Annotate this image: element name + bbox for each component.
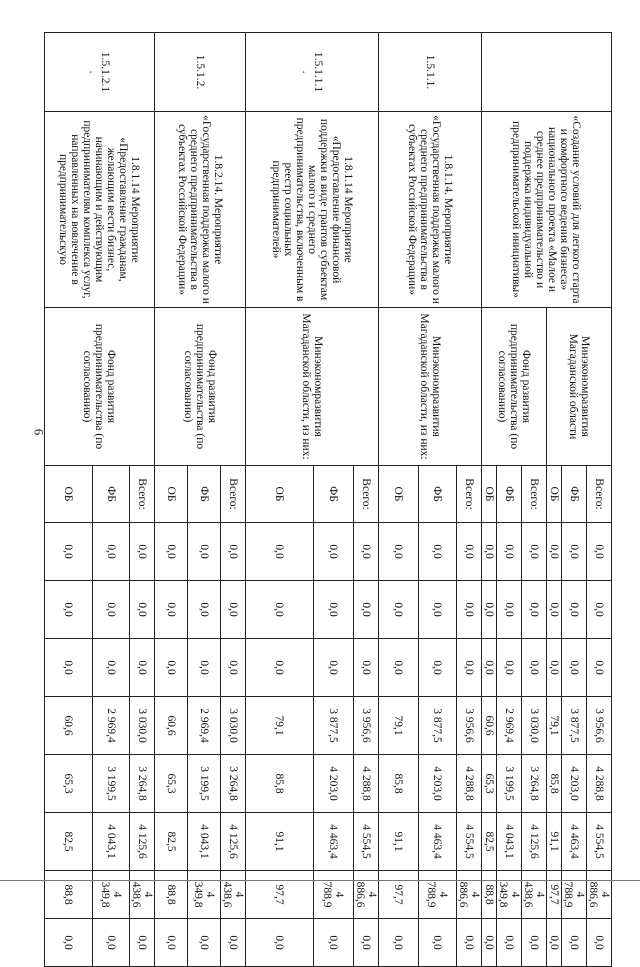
- amount-cell: 0,0: [354, 919, 379, 967]
- table-row: [221, 33, 246, 967]
- amount-cell: 3 877,5: [314, 697, 354, 755]
- amount-cell: 3 030,0: [130, 697, 155, 755]
- amount-cell: 0,0: [482, 523, 497, 581]
- budget-table: [44, 32, 612, 967]
- amount-cell: 3 199,5: [188, 755, 221, 813]
- amount-cell: 0,0: [246, 639, 314, 697]
- table-row: [457, 33, 482, 967]
- amount-cell: 4 886,6: [457, 871, 482, 919]
- row-title: «Создание условий для легкого старта и комфортного ведения бизнеса» национального проекта «Малое и среднее предпринимательство и поддержка индивидуальной предпринимательской инициативы»: [482, 112, 612, 308]
- row-code: [482, 33, 612, 112]
- amount-cell: 2 969,4: [188, 697, 221, 755]
- amount-cell: 82,5: [482, 813, 497, 871]
- row-executor: Минэкономразвития Магаданской области, из них:: [379, 308, 482, 466]
- amount-cell: 0,0: [547, 919, 562, 967]
- amount-cell: 4 788,9: [419, 871, 457, 919]
- amount-cell: 0,0: [93, 523, 130, 581]
- funding-source-label: ОБ: [155, 466, 188, 523]
- amount-cell: 82,5: [45, 813, 93, 871]
- amount-cell: 4 349,8: [188, 871, 221, 919]
- row-code: 1.5.1.1.: [379, 33, 482, 112]
- amount-cell: 0,0: [354, 639, 379, 697]
- row-executor: Минэкономразвития Магаданской области: [547, 308, 612, 466]
- amount-cell: 0,0: [314, 919, 354, 967]
- funding-source-label: Всего:: [221, 466, 246, 523]
- amount-cell: 3 877,5: [562, 697, 587, 755]
- amount-cell: 4 438,6: [522, 871, 547, 919]
- amount-cell: 4 288,8: [354, 755, 379, 813]
- amount-cell: 4 554,5: [354, 813, 379, 871]
- amount-cell: 0,0: [379, 523, 419, 581]
- amount-cell: 85,8: [246, 755, 314, 813]
- amount-cell: 4 349,8: [93, 871, 130, 919]
- amount-cell: 4 288,8: [587, 755, 612, 813]
- amount-cell: 0,0: [562, 639, 587, 697]
- amount-cell: 3 956,6: [457, 697, 482, 755]
- amount-cell: 0,0: [314, 581, 354, 639]
- funding-source-label: Всего:: [354, 466, 379, 523]
- amount-cell: 97,7: [246, 871, 314, 919]
- funding-source-label: ОБ: [45, 466, 93, 523]
- amount-cell: 0,0: [155, 639, 188, 697]
- amount-cell: 88,8: [45, 871, 93, 919]
- scan-edge-line: [0, 880, 640, 881]
- amount-cell: 3 030,0: [522, 697, 547, 755]
- amount-cell: 60,6: [482, 697, 497, 755]
- amount-cell: 0,0: [246, 523, 314, 581]
- amount-cell: 0,0: [155, 581, 188, 639]
- amount-cell: 3 877,5: [419, 697, 457, 755]
- amount-cell: 0,0: [354, 581, 379, 639]
- amount-cell: 4 043,1: [497, 813, 522, 871]
- amount-cell: 0,0: [379, 919, 419, 967]
- amount-cell: 0,0: [246, 919, 314, 967]
- amount-cell: 4 349,8: [497, 871, 522, 919]
- amount-cell: 88,8: [482, 871, 497, 919]
- amount-cell: 4 554,5: [587, 813, 612, 871]
- amount-cell: 0,0: [587, 523, 612, 581]
- amount-cell: 0,0: [522, 919, 547, 967]
- funding-source-label: Всего:: [587, 466, 612, 523]
- amount-cell: 0,0: [45, 523, 93, 581]
- amount-cell: 0,0: [188, 581, 221, 639]
- table-body: [45, 33, 612, 967]
- amount-cell: 0,0: [547, 639, 562, 697]
- table-row: [354, 33, 379, 967]
- amount-cell: 0,0: [221, 919, 246, 967]
- amount-cell: 0,0: [314, 523, 354, 581]
- amount-cell: 82,5: [155, 813, 188, 871]
- row-title: 1.8.2.14. Мероприятие «Государственная поддержка малого и среднего предпринимательства в субъектах Российской Федерации»: [155, 112, 246, 308]
- rotated-table-container: [56, 32, 612, 950]
- amount-cell: 0,0: [221, 523, 246, 581]
- amount-cell: 4 886,6: [587, 871, 612, 919]
- funding-source-label: ФБ: [93, 466, 130, 523]
- amount-cell: 4 463,4: [562, 813, 587, 871]
- amount-cell: 4 554,5: [457, 813, 482, 871]
- funding-source-label: ФБ: [188, 466, 221, 523]
- amount-cell: 0,0: [587, 639, 612, 697]
- amount-cell: 0,0: [188, 639, 221, 697]
- amount-cell: 0,0: [482, 919, 497, 967]
- amount-cell: 0,0: [419, 919, 457, 967]
- funding-source-label: Всего:: [457, 466, 482, 523]
- amount-cell: 0,0: [314, 639, 354, 697]
- row-executor: Фонд развития предпринимательства (по согласованию): [155, 308, 246, 466]
- row-title: 1.8.1.14 Мероприятие «Предоставление финансовой поддержки в виде грантов субъектам малого и среднего предпринимательства, включенным в реестр социальных предпринимателей»: [246, 112, 379, 308]
- amount-cell: 97,7: [379, 871, 419, 919]
- amount-cell: 0,0: [562, 523, 587, 581]
- amount-cell: 0,0: [497, 581, 522, 639]
- amount-cell: 0,0: [130, 581, 155, 639]
- amount-cell: 3 264,8: [522, 755, 547, 813]
- amount-cell: 0,0: [246, 581, 314, 639]
- amount-cell: 0,0: [587, 581, 612, 639]
- amount-cell: 0,0: [354, 523, 379, 581]
- amount-cell: 0,0: [457, 639, 482, 697]
- amount-cell: 4 125,6: [522, 813, 547, 871]
- amount-cell: 79,1: [246, 697, 314, 755]
- funding-source-label: ФБ: [497, 466, 522, 523]
- amount-cell: 0,0: [587, 919, 612, 967]
- amount-cell: 0,0: [155, 919, 188, 967]
- amount-cell: 65,3: [155, 755, 188, 813]
- amount-cell: 91,1: [379, 813, 419, 871]
- amount-cell: 91,1: [547, 813, 562, 871]
- row-executor: Фонд развития предпринимательства (по согласованию): [482, 308, 547, 466]
- amount-cell: 0,0: [497, 639, 522, 697]
- amount-cell: 3 264,8: [221, 755, 246, 813]
- amount-cell: 0,0: [522, 523, 547, 581]
- amount-cell: 0,0: [482, 581, 497, 639]
- amount-cell: 0,0: [457, 581, 482, 639]
- table-row: [587, 33, 612, 967]
- amount-cell: 0,0: [419, 639, 457, 697]
- amount-cell: 88,8: [155, 871, 188, 919]
- amount-cell: 0,0: [130, 639, 155, 697]
- page-number: 6: [31, 428, 47, 436]
- funding-source-label: ОБ: [547, 466, 562, 523]
- funding-source-label: ФБ: [419, 466, 457, 523]
- funding-source-label: ОБ: [379, 466, 419, 523]
- amount-cell: 4 043,1: [188, 813, 221, 871]
- funding-source-label: Всего:: [130, 466, 155, 523]
- amount-cell: 0,0: [188, 523, 221, 581]
- amount-cell: 79,1: [547, 697, 562, 755]
- amount-cell: 0,0: [497, 523, 522, 581]
- amount-cell: 0,0: [45, 919, 93, 967]
- amount-cell: 4 203,0: [314, 755, 354, 813]
- amount-cell: 65,3: [482, 755, 497, 813]
- amount-cell: 0,0: [457, 523, 482, 581]
- funding-source-label: ОБ: [246, 466, 314, 523]
- amount-cell: 0,0: [93, 581, 130, 639]
- amount-cell: 4 125,6: [130, 813, 155, 871]
- amount-cell: 85,8: [379, 755, 419, 813]
- amount-cell: 0,0: [419, 523, 457, 581]
- row-executor: Фонд развития предпринимательства (по согласованию): [45, 308, 155, 466]
- funding-source-label: ФБ: [314, 466, 354, 523]
- amount-cell: 0,0: [497, 919, 522, 967]
- amount-cell: 0,0: [45, 581, 93, 639]
- amount-cell: 3 956,6: [587, 697, 612, 755]
- funding-source-label: Всего:: [522, 466, 547, 523]
- row-title: 1.8.1.14 Мероприятие «Предоставление гражданам, желающим вести бизнес, начинающим и действующим предпринимателям комплекса услуг, направленных на вовлечение в предпринимательскую: [45, 112, 155, 308]
- amount-cell: 4 788,9: [314, 871, 354, 919]
- row-code: 1.5.1.2.1 .: [45, 33, 155, 112]
- amount-cell: 97,7: [547, 871, 562, 919]
- amount-cell: 79,1: [379, 697, 419, 755]
- amount-cell: 91,1: [246, 813, 314, 871]
- amount-cell: 0,0: [547, 581, 562, 639]
- amount-cell: 0,0: [93, 919, 130, 967]
- amount-cell: 3 199,5: [93, 755, 130, 813]
- amount-cell: 65,3: [45, 755, 93, 813]
- amount-cell: 4 886,6: [354, 871, 379, 919]
- amount-cell: 0,0: [562, 581, 587, 639]
- amount-cell: 3 956,6: [354, 697, 379, 755]
- amount-cell: 0,0: [419, 581, 457, 639]
- amount-cell: 0,0: [482, 639, 497, 697]
- amount-cell: 2 969,4: [93, 697, 130, 755]
- amount-cell: 4 438,6: [221, 871, 246, 919]
- amount-cell: 0,0: [221, 581, 246, 639]
- amount-cell: 3 264,8: [130, 755, 155, 813]
- amount-cell: 0,0: [457, 919, 482, 967]
- amount-cell: 0,0: [130, 919, 155, 967]
- row-code: 1.5.1.1.1 .: [246, 33, 379, 112]
- amount-cell: 0,0: [379, 639, 419, 697]
- row-executor: Минэкономразвития Магаданской области, из них:: [246, 308, 379, 466]
- amount-cell: 4 288,8: [457, 755, 482, 813]
- amount-cell: 85,8: [547, 755, 562, 813]
- amount-cell: 0,0: [188, 919, 221, 967]
- amount-cell: 4 203,0: [419, 755, 457, 813]
- amount-cell: 4 438,6: [130, 871, 155, 919]
- amount-cell: 0,0: [379, 581, 419, 639]
- amount-cell: 0,0: [45, 639, 93, 697]
- amount-cell: 0,0: [547, 523, 562, 581]
- amount-cell: 0,0: [221, 639, 246, 697]
- amount-cell: 0,0: [522, 639, 547, 697]
- amount-cell: 0,0: [562, 919, 587, 967]
- amount-cell: 0,0: [155, 523, 188, 581]
- row-code: 1.5.1.2.: [155, 33, 246, 112]
- funding-source-label: ФБ: [562, 466, 587, 523]
- amount-cell: 4 463,4: [419, 813, 457, 871]
- amount-cell: 3 030,0: [221, 697, 246, 755]
- amount-cell: 60,6: [45, 697, 93, 755]
- amount-cell: 60,6: [155, 697, 188, 755]
- amount-cell: 3 199,5: [497, 755, 522, 813]
- amount-cell: 2 969,4: [497, 697, 522, 755]
- amount-cell: 0,0: [93, 639, 130, 697]
- row-title: 1.8.1.14. Мероприятие «Государственная поддержка малого и среднего предпринимательства в субъектах Российской Федерации»: [379, 112, 482, 308]
- amount-cell: 4 043,1: [93, 813, 130, 871]
- amount-cell: 4 788,9: [562, 871, 587, 919]
- funding-source-label: ОБ: [482, 466, 497, 523]
- amount-cell: 4 463,4: [314, 813, 354, 871]
- amount-cell: 0,0: [130, 523, 155, 581]
- amount-cell: 4 203,0: [562, 755, 587, 813]
- amount-cell: 0,0: [522, 581, 547, 639]
- amount-cell: 4 125,6: [221, 813, 246, 871]
- table-row: [130, 33, 155, 967]
